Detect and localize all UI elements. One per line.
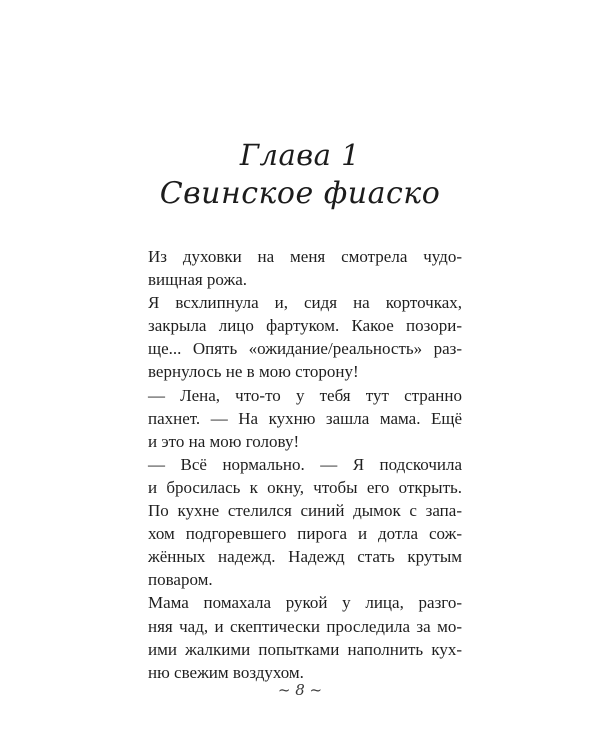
text-line: ню свежим воздухом. xyxy=(148,662,304,682)
text-line: Мама помахала рукой у лица, разго- xyxy=(148,593,462,613)
text-line: поваром. xyxy=(148,570,213,590)
text-line: ими жалкими попытками наполнить кух- xyxy=(148,639,462,659)
text-line: хом подгоревшего пирога и дотла сож- xyxy=(148,524,462,544)
text-line: закрыла лицо фартуком. Какое позори- xyxy=(148,316,462,336)
text-line: ще... Опять «ожидание/реальность» раз- xyxy=(148,339,462,359)
text-line: пахнет. — На кухню зашла мама. Ещё xyxy=(148,408,462,428)
text-line: няя чад, и скептически проследила за мо- xyxy=(148,616,462,636)
text-line: — Всё нормально. — Я подскочила xyxy=(148,454,462,474)
text-line: жённых надежд. Надежд стать крутым xyxy=(148,547,462,567)
text-line: — Лена, что-то у тебя тут странно xyxy=(148,385,462,405)
text-line: и это на мою голову! xyxy=(148,431,300,451)
chapter-title: Свинское фиаско xyxy=(159,176,441,211)
text-line: и бросилась к окну, чтобы его открыть. xyxy=(148,477,462,497)
text-line: Я всхлипнула и, сидя на корточках, xyxy=(148,293,462,313)
page-number: ~ 8 ~ xyxy=(277,681,323,699)
text-line: вернулось не в мою сторону! xyxy=(148,362,359,382)
body-text xyxy=(148,245,462,684)
text-line: По кухне стелился синий дымок с запа- xyxy=(148,501,462,521)
chapter-label: Глава 1 xyxy=(239,138,361,172)
text-line: Из духовки на меня смотрела чудо- xyxy=(148,247,462,266)
text-line: вищная рожа. xyxy=(148,270,248,290)
